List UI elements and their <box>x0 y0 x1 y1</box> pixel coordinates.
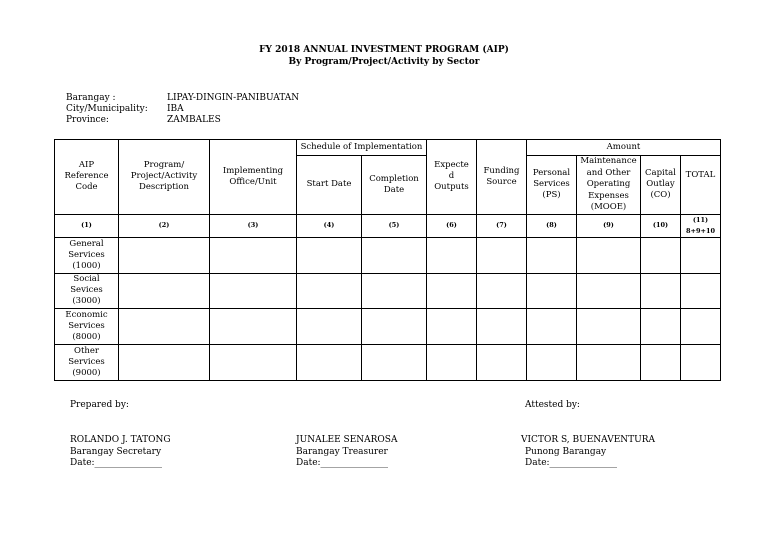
column-number-total: (11) 8+9+10 <box>681 214 721 237</box>
signatory-treasurer <box>296 435 397 470</box>
signatory-name: JUNALEE SENAROSA <box>296 435 398 445</box>
aip-table <box>54 139 721 381</box>
signatory-position: Barangay Secretary <box>70 446 162 457</box>
province-value: ZAMBALES <box>167 115 221 125</box>
header-implementing-office: Implementing Office/Unit <box>210 140 297 215</box>
signatory-position: Barangay Treasurer <box>296 446 388 457</box>
header-total: TOTAL <box>681 156 721 215</box>
column-number: (4) <box>297 214 362 237</box>
date-line: Date:_______________ <box>296 458 389 468</box>
column-number: (8) <box>527 214 577 237</box>
signatory-secretary <box>70 435 171 470</box>
signatory-position: Punong Barangay <box>525 446 607 457</box>
signatory-name: VICTOR S, BUENAVENTURA <box>521 435 656 445</box>
header-program-description: Program/ Project/Activity Description <box>119 140 210 215</box>
column-number: (10) <box>641 214 681 237</box>
column-number: (1) <box>55 214 119 237</box>
date-line: Date:_______________ <box>525 458 618 468</box>
column-number: (7) <box>477 214 527 237</box>
header-aip-reference-code: AIP Reference Code <box>55 140 119 215</box>
column-number: (3) <box>210 214 297 237</box>
table-row <box>55 344 721 380</box>
header-amount: Amount <box>527 140 721 156</box>
signatory-name: ROLANDO J. TATONG <box>70 435 171 445</box>
header-completion-date: Completion Date <box>362 156 427 215</box>
header-capital-outlay: Capital Outlay (CO) <box>641 156 681 215</box>
table-row <box>55 237 721 273</box>
header-personal-services: Personal Services (PS) <box>527 156 577 215</box>
date-line: Date:_______________ <box>70 458 163 468</box>
sector-label: Economic Services (8000) <box>55 308 119 344</box>
column-number: (6) <box>427 214 477 237</box>
sector-label: Other Services (9000) <box>55 344 119 380</box>
sector-label: General Services (1000) <box>55 237 119 273</box>
prepared-by-label: Prepared by: <box>70 400 129 410</box>
column-number: (9) <box>577 214 641 237</box>
document-title: FY 2018 ANNUAL INVESTMENT PROGRAM (AIP) <box>259 45 509 55</box>
column-number: (5) <box>362 214 427 237</box>
header-funding-source: Funding Source <box>477 140 527 215</box>
province-label: Province: <box>66 115 109 125</box>
city-value: IBA <box>167 104 184 114</box>
document-title-block <box>0 44 768 68</box>
info-labels <box>66 93 148 126</box>
table-row <box>55 308 721 344</box>
header-schedule-of-implementation: Schedule of Implementation <box>297 140 427 156</box>
table-row <box>55 273 721 308</box>
info-values <box>167 93 299 126</box>
barangay-label: Barangay : <box>66 93 116 103</box>
city-label: City/Municipality: <box>66 104 148 114</box>
attested-by-label: Attested by: <box>525 400 580 410</box>
column-number-row <box>55 214 721 237</box>
header-start-date: Start Date <box>297 156 362 215</box>
header-expected-outputs: Expecte d Outputs <box>427 140 477 215</box>
barangay-value: LIPAY-DINGIN-PANIBUATAN <box>167 93 300 103</box>
column-number: (2) <box>119 214 210 237</box>
sector-label: Social Sevices (3000) <box>55 273 119 308</box>
document-subtitle: By Program/Project/Activity by Sector <box>288 57 480 67</box>
signatory-punong-barangay <box>521 435 655 470</box>
header-mooe: Maintenance and Other Operating Expenses (MOOE) <box>577 156 641 215</box>
